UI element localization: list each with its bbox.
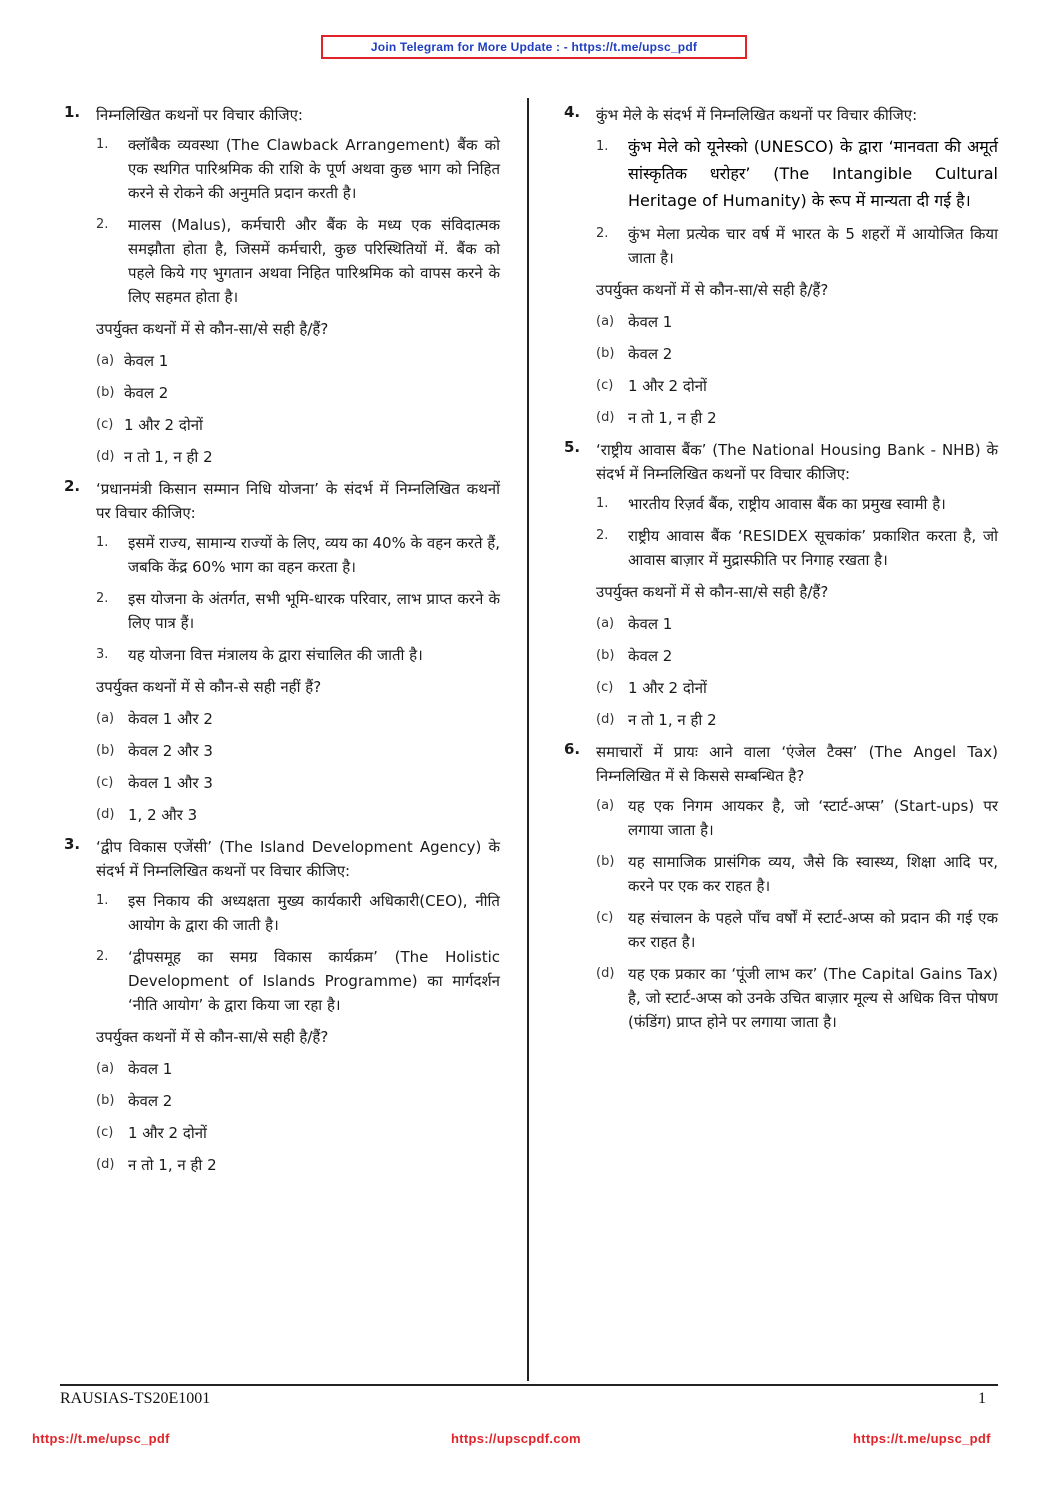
option: (a) केवल 1 और 2 [96,710,213,728]
question-stem: निम्नलिखित कथनों पर विचार कीजिए: [96,106,303,124]
question-ask: उपर्युक्त कथनों में से कौन-सा/से सही है/हैं? [96,320,329,338]
question-2 [60,477,500,827]
option: (b) यह सामाजिक प्रासंगिक व्यय, जैसे कि स्वास्थ्य, शिक्षा आदि पर, करने पर एक कर राहत है। [596,853,998,895]
option: (d) न तो 1, न ही 2 [596,409,717,427]
option: (b) केवल 2 [596,345,673,363]
question-6 [560,740,998,1034]
option: (c) यह संचालन के पहले पाँच वर्षों में स्टार्ट-अप्स को प्रदान की गई एक कर राहत है। [596,909,998,951]
option: (c) 1 और 2 दोनों [96,416,203,434]
question-number: 4. [564,103,581,121]
option: (d) न तो 1, न ही 2 [96,448,213,466]
statement: 1. इसमें राज्य, सामान्य राज्यों के लिए, व्यय का 40% के वहन करते हैं, जबकि केंद्र 60% भाग का वहन करता है। [96,534,500,576]
question-ask: उपर्युक्त कथनों में से कौन-से सही नहीं हैं? [96,678,322,696]
option: (b) केवल 2 [96,384,169,402]
question-number: 3. [64,835,81,853]
page-number: 1 [978,1390,986,1407]
question-ask: उपर्युक्त कथनों में से कौन-सा/से सही है/हैं? [596,583,829,601]
question-ask: उपर्युक्त कथनों में से कौन-सा/से सही है/हैं? [596,281,829,299]
telegram-banner[interactable]: Join Telegram for More Update : - https://t.me/upsc_pdf [321,35,747,59]
statement: 2. मालस (Malus), कर्मचारी और बैंक के मध्य एक संविदात्मक समझौता होता है, जिसमें कर्मचारी, कुछ परिस्थितियों में. बैंक को पहले किये गए भुगतान अथवा निहित पारिश्रमिक को वापस करने के लिए सहमत होता है। [96,216,500,306]
question-number: 6. [564,740,581,758]
question-stem: ‘राष्ट्रीय आवास बैंक’ (The National Housing Bank - NHB) के संदर्भ में निम्नलिखित कथनों पर विचार कीजिए: [596,441,998,483]
statement: 2. इस योजना के अंतर्गत, सभी भूमि-धारक परिवार, लाभ प्राप्त करने के लिए पात्र हैं। [96,590,500,632]
left-column [60,103,500,1185]
option: (a) यह एक निगम आयकर है, जो ‘स्टार्ट-अप्स’ (Start-ups) पर लगाया जाता है। [596,797,998,839]
footer-rule [60,1384,998,1386]
question-number: 5. [564,438,581,456]
right-column [560,103,998,1042]
option: (b) केवल 2 [596,647,673,665]
question-stem: समाचारों में प्रायः आने वाला ‘एंजेल टैक्स’ (The Angel Tax) निम्नलिखित में से किससे सम्बन्धित है? [596,743,998,785]
question-1 [60,103,500,469]
option: (d) यह एक प्रकार का ‘पूंजी लाभ कर’ (The Capital Gains Tax) है, जो स्टार्ट-अप्स को उनके उचित बाज़ार मूल्य से अधिक वित्त पोषण (फंडिंग) प्राप्त होने पर लगाया जाता है। [596,965,998,1031]
option: (c) 1 और 2 दोनों [96,1124,207,1142]
question-4 [560,103,998,430]
question-stem: ‘द्वीप विकास एजेंसी’ (The Island Development Agency) के संदर्भ में निम्नलिखित कथनों पर विचार कीजिए: [96,838,500,880]
footer-link-right[interactable]: https://t.me/upsc_pdf [853,1431,991,1446]
question-3 [60,835,500,1177]
option: (a) केवल 1 [96,352,169,370]
option: (c) 1 और 2 दोनों [596,377,707,395]
footer-link-center[interactable]: https://upscpdf.com [451,1431,581,1446]
statement: 2. कुंभ मेला प्रत्येक चार वर्ष में भारत के 5 शहरों में आयोजित किया जाता है। [596,225,998,267]
option: (b) केवल 2 [96,1092,173,1110]
statement: 1. इस निकाय की अध्यक्षता मुख्य कार्यकारी अधिकारी(CEO), नीति आयोग के द्वारा की जाती है। [96,892,500,934]
statement: 2. ‘द्वीपसमूह का समग्र विकास कार्यक्रम’ (The Holistic Development of Islands Programme) का मार्गदर्शन ‘नीति आयोग’ के द्वारा किया जा रहा है। [96,948,500,1014]
question-stem: ‘प्रधानमंत्री किसान सम्मान निधि योजना’ के संदर्भ में निम्नलिखित कथनों पर विचार कीजिए: [96,480,500,522]
option: (c) 1 और 2 दोनों [596,679,707,697]
option: (d) 1, 2 और 3 [96,806,198,824]
question-5 [560,438,998,732]
option: (b) केवल 2 और 3 [96,742,213,760]
statement: 1. क्लॉबैक व्यवस्था (The Clawback Arrangement) बैंक को एक स्थगित पारिश्रमिक की राशि के पूर्ण अथवा कुछ भाग को निहित करने से रोकने की अनुमति प्रदान करती है। [96,136,500,202]
option: (d) न तो 1, न ही 2 [596,711,717,729]
question-number: 2. [64,477,81,495]
statement: 3. यह योजना वित्त मंत्रालय के द्वारा संचालित की जाती है। [96,646,423,664]
option: (a) केवल 1 [596,313,673,331]
statement: 1. भारतीय रिज़र्व बैंक, राष्ट्रीय आवास बैंक का प्रमुख स्वामी है। [596,495,946,513]
footer-link-left[interactable]: https://t.me/upsc_pdf [32,1431,170,1446]
question-ask: उपर्युक्त कथनों में से कौन-सा/से सही है/हैं? [96,1028,329,1046]
test-code: RAUSIAS-TS20E1001 [60,1390,211,1407]
option: (a) केवल 1 [96,1060,173,1078]
option: (c) केवल 1 और 3 [96,774,213,792]
statement: 2. राष्ट्रीय आवास बैंक ‘RESIDEX सूचकांक’ प्रकाशित करता है, जो आवास बाज़ार में मुद्रास्फीति पर निगाह रखता है। [596,527,998,569]
question-stem: कुंभ मेले के संदर्भ में निम्नलिखित कथनों पर विचार कीजिए: [596,106,918,124]
column-divider [527,98,529,1381]
option: (a) केवल 1 [596,615,673,633]
statement: 1. कुंभ मेले को यूनेस्को (UNESCO) के द्वारा ‘मानवता की अमूर्त सांस्कृतिक धरोहर’ (The Intangible Cultural Heritage of Humanity) के रूप में मान्यता दी गई है। [596,137,998,210]
option: (d) न तो 1, न ही 2 [96,1156,217,1174]
question-number: 1. [64,103,81,121]
